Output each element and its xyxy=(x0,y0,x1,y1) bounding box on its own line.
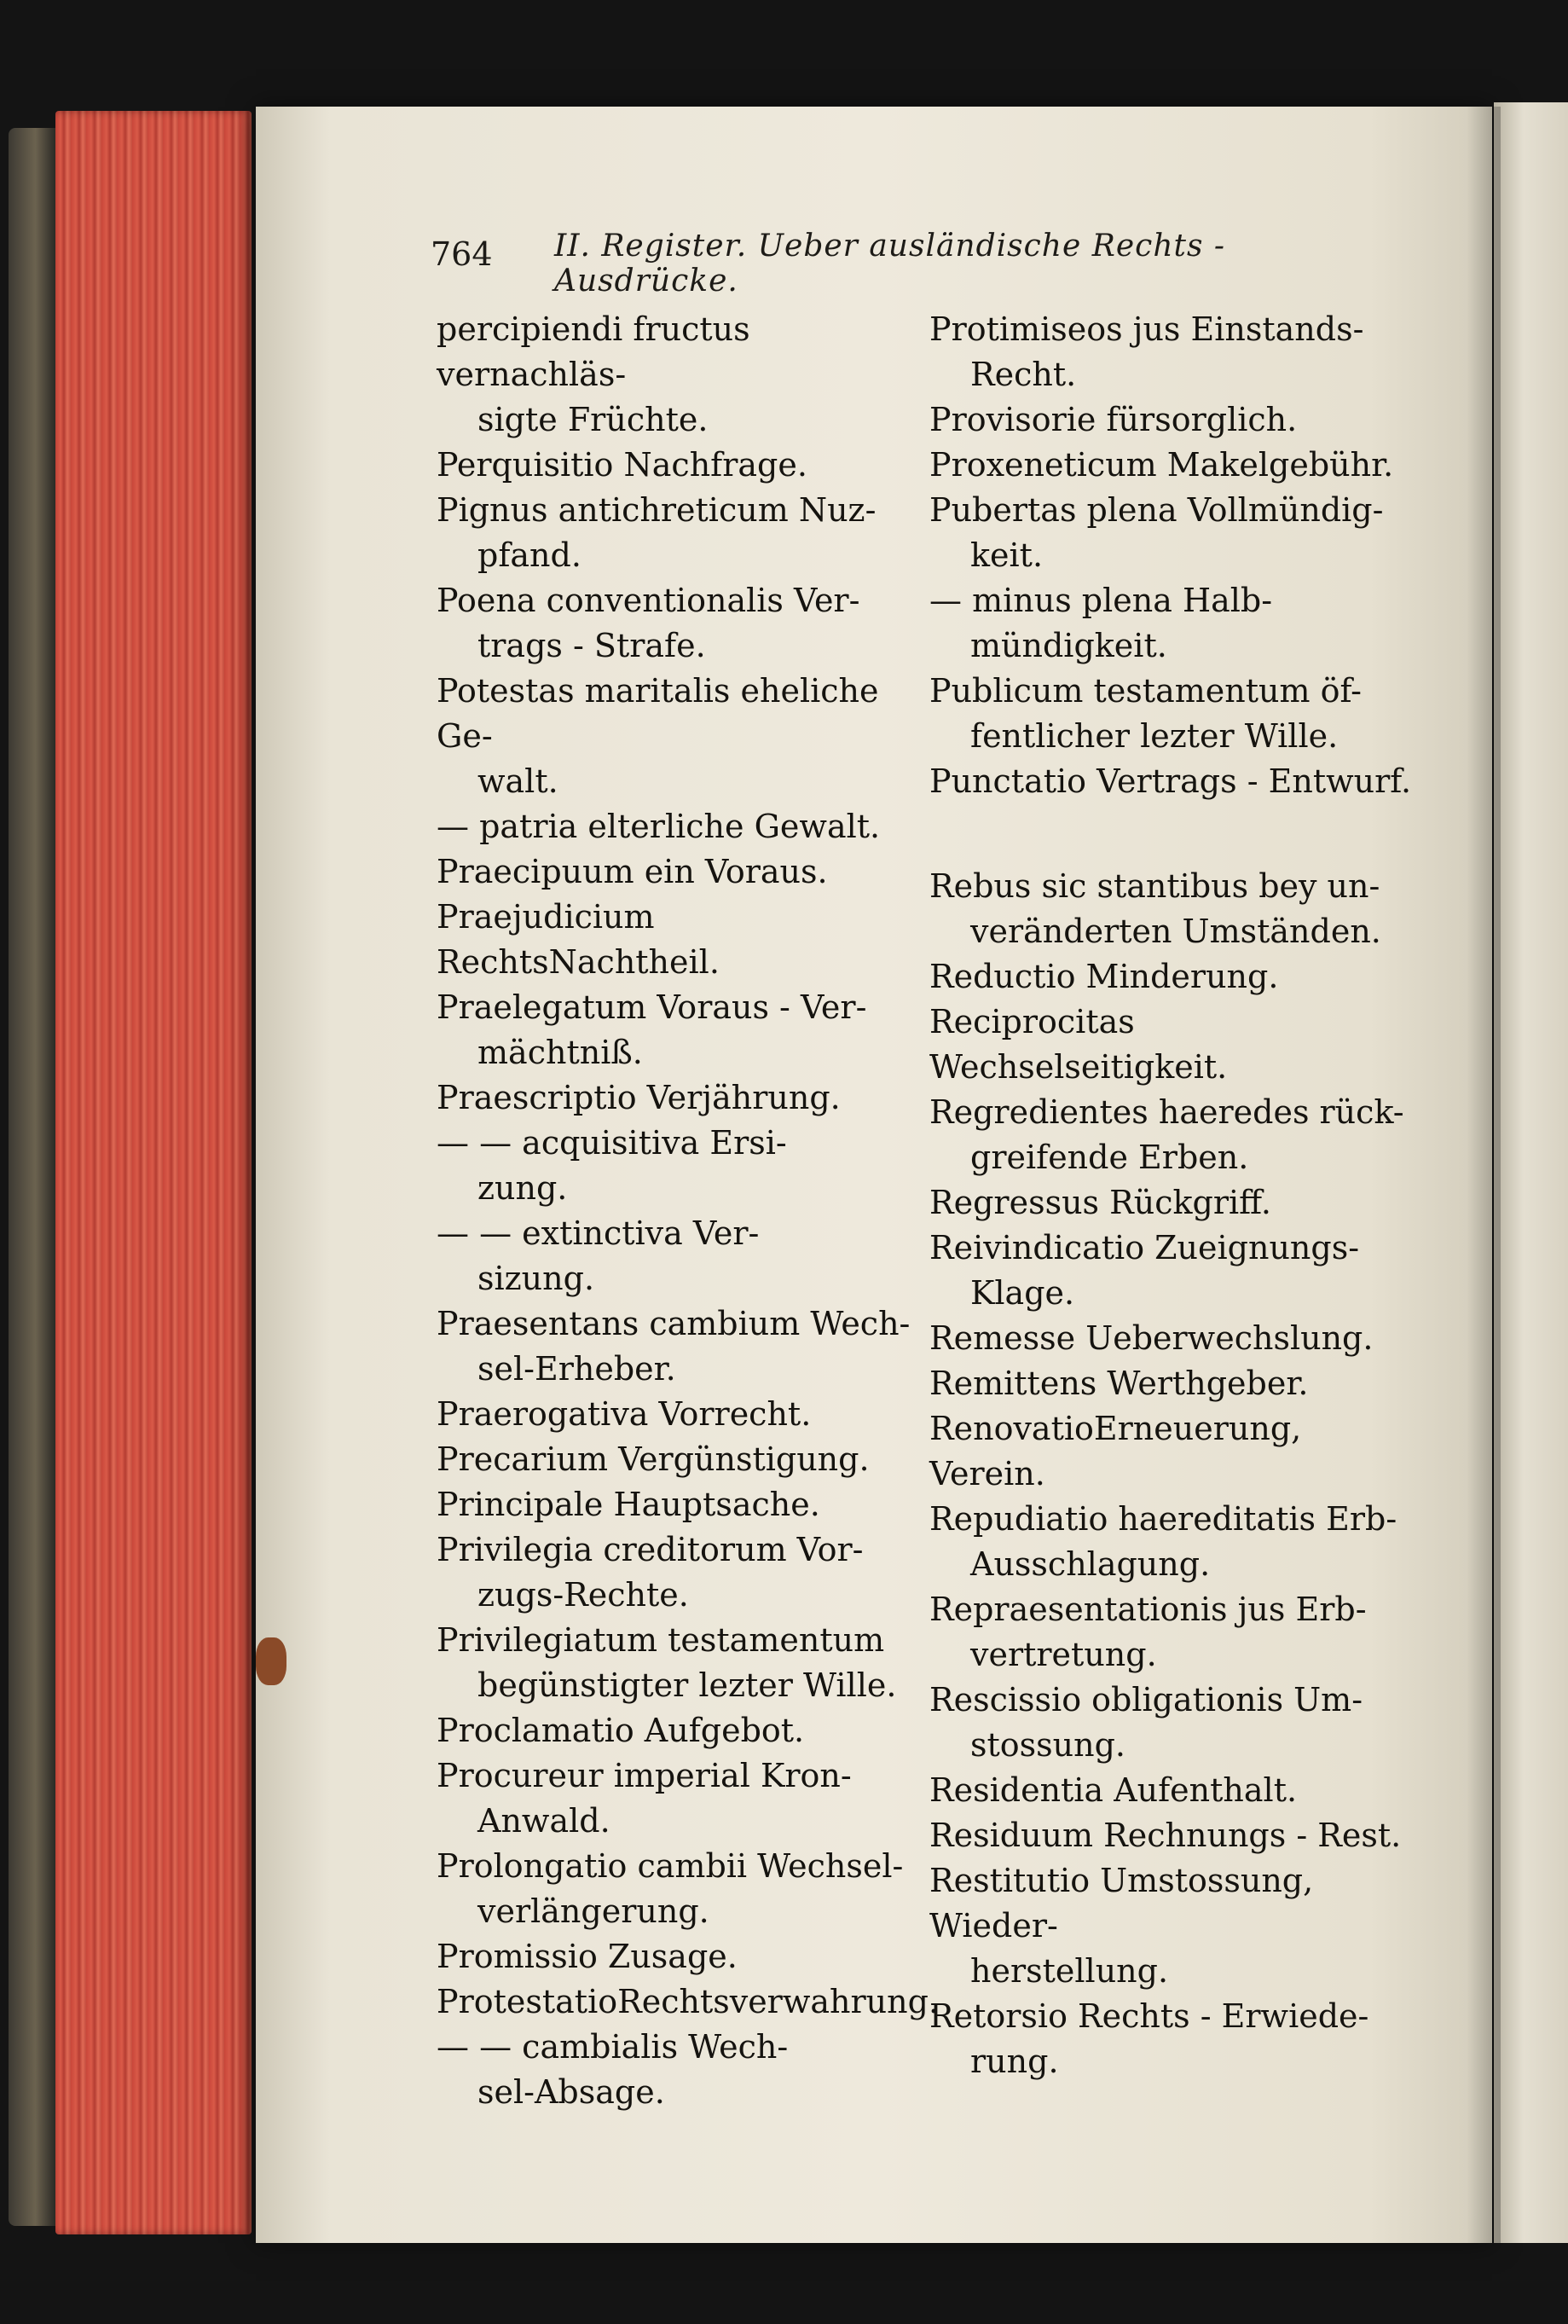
section-gap xyxy=(929,804,1415,864)
right-column xyxy=(929,307,1415,2084)
glossary-entry xyxy=(929,1361,1415,1406)
glossary-entry xyxy=(437,1934,923,1979)
entry-continuation: mündigkeit. xyxy=(970,627,1167,664)
entry-term: — patria elterliche Gewalt. xyxy=(437,808,881,845)
entry-term: Rebus sic stantibus bey un- xyxy=(929,867,1380,905)
glossary-entry xyxy=(437,1753,923,1844)
entry-term: Pignus antichreticum Nuz- xyxy=(437,491,877,529)
entry-term: Repudiatio haereditatis Erb- xyxy=(929,1500,1397,1538)
entry-term: Publicum testamentum öf- xyxy=(929,672,1363,710)
glossary-entry xyxy=(437,307,923,443)
entry-term: — — cambialis Wech- xyxy=(437,2028,789,2066)
entry-continuation: sel-Absage. xyxy=(477,2073,665,2111)
glossary-entry xyxy=(929,1678,1415,1768)
entry-term: Reductio Minderung. xyxy=(929,958,1279,995)
entry-term: ProtestatioRechtsverwahrung. xyxy=(437,1983,940,2020)
entry-continuation: fentlicher lezter Wille. xyxy=(970,717,1339,755)
glossary-entry xyxy=(437,1618,923,1708)
entry-continuation: herstellung. xyxy=(970,1952,1169,1990)
entry-term: Promissio Zusage. xyxy=(437,1938,738,1975)
glossary-entry xyxy=(437,1844,923,1934)
glossary-entry xyxy=(437,1708,923,1753)
entry-term: Remesse Ueberwechslung. xyxy=(929,1319,1374,1357)
page-stain xyxy=(256,1637,286,1685)
entry-term: Procureur imperial Kron- xyxy=(437,1757,852,1794)
entry-term: Proxeneticum Makelgebühr. xyxy=(929,446,1394,484)
entry-term: Perquisitio Nachfrage. xyxy=(437,446,807,484)
entry-term: Remittens Werthgeber. xyxy=(929,1365,1309,1402)
glossary-entry xyxy=(929,1090,1415,1180)
glossary-entry xyxy=(437,1437,923,1482)
glossary-entry xyxy=(437,1979,940,2025)
entry-continuation: zugs-Rechte. xyxy=(477,1576,689,1614)
glossary-entry xyxy=(437,804,923,849)
entry-term: Provisorie fürsorglich. xyxy=(929,401,1298,438)
glossary-entry xyxy=(929,488,1415,578)
entry-term: Praecipuum ein Voraus. xyxy=(437,853,828,890)
glossary-entry xyxy=(437,985,923,1075)
entry-term: Residentia Aufenthalt. xyxy=(929,1771,1298,1809)
entry-continuation: mächtniß. xyxy=(477,1034,643,1071)
glossary-entry xyxy=(437,2025,923,2115)
glossary-entry xyxy=(929,954,1415,1000)
glossary-entry xyxy=(437,1527,923,1618)
facing-page-edge xyxy=(1494,102,1568,2243)
entry-term: Pubertas plena Vollmündig- xyxy=(929,491,1384,529)
entry-term: Praejudicium RechtsNachtheil. xyxy=(437,898,720,981)
glossary-entry xyxy=(929,1813,1415,1858)
glossary-entry xyxy=(929,1316,1415,1361)
glossary-entry xyxy=(929,864,1415,954)
entry-term: Reciprocitas Wechselseitigkeit. xyxy=(929,1003,1228,1086)
entry-continuation: greifende Erben. xyxy=(970,1139,1249,1176)
glossary-entry xyxy=(929,443,1415,488)
glossary-entry xyxy=(437,1392,923,1437)
entry-term: Privilegia creditorum Vor- xyxy=(437,1531,864,1568)
entry-term: Praesentans cambium Wech- xyxy=(437,1305,911,1342)
entry-term: Repraesentationis jus Erb- xyxy=(929,1591,1367,1628)
glossary-entry xyxy=(929,1000,1415,1090)
entry-term: — — acquisitiva Ersi- xyxy=(437,1124,787,1162)
entry-continuation: vertretung. xyxy=(970,1636,1157,1673)
glossary-entry xyxy=(437,895,923,985)
glossary-entry xyxy=(437,1211,923,1301)
entry-term: Protimiseos jus Einstands- xyxy=(929,310,1364,348)
entry-continuation: Anwald. xyxy=(477,1802,610,1840)
glossary-entry xyxy=(437,1075,923,1121)
glossary-entry xyxy=(437,1301,923,1392)
glossary-entry xyxy=(929,1768,1415,1813)
gutter-shadow xyxy=(1467,107,1501,2243)
entry-term: — minus plena Halb- xyxy=(929,582,1273,619)
page-number: 764 xyxy=(431,235,493,273)
glossary-entry xyxy=(437,488,923,578)
entry-continuation: keit. xyxy=(970,536,1044,574)
glossary-entry xyxy=(929,397,1415,443)
entry-continuation: trags - Strafe. xyxy=(477,627,706,664)
entry-term: Principale Hauptsache. xyxy=(437,1486,820,1523)
glossary-entry xyxy=(437,443,923,488)
entry-term: percipiendi fructus vernachläs- xyxy=(437,310,750,393)
glossary-entry xyxy=(929,1226,1415,1316)
running-title: II. Register. Ueber ausländische Rechts - Ausdrücke. xyxy=(554,229,1226,298)
glossary-entry xyxy=(437,578,923,669)
entry-term: Praerogativa Vorrecht. xyxy=(437,1395,812,1433)
entry-term: Residuum Rechnungs - Rest. xyxy=(929,1817,1402,1854)
entry-continuation: verlängerung. xyxy=(477,1892,709,1930)
glossary-entry xyxy=(437,669,923,804)
glossary-entry xyxy=(929,578,1415,669)
entry-continuation: Ausschlagung. xyxy=(970,1545,1211,1583)
entry-term: Reivindicatio Zueignungs- xyxy=(929,1229,1360,1266)
glossary-entry xyxy=(929,307,1415,397)
entry-term: Regredientes haeredes rück- xyxy=(929,1093,1404,1131)
entry-term: Poena conventionalis Ver- xyxy=(437,582,860,619)
entry-term: Praelegatum Voraus - Ver- xyxy=(437,988,867,1026)
running-header xyxy=(431,229,1326,298)
page-edges xyxy=(55,111,252,2234)
entry-continuation: sel-Erheber. xyxy=(477,1350,676,1388)
entry-continuation: pfand. xyxy=(477,536,581,574)
entry-continuation: veränderten Umständen. xyxy=(970,913,1381,950)
entry-continuation: stossung. xyxy=(970,1726,1126,1764)
glossary-entry xyxy=(929,1587,1415,1678)
entry-continuation: rung. xyxy=(970,2043,1059,2080)
entry-continuation: walt. xyxy=(477,762,558,800)
glossary-entry xyxy=(929,669,1415,759)
glossary-entry xyxy=(437,1121,923,1211)
entry-term: — — extinctiva Ver- xyxy=(437,1214,760,1252)
glossary-entry xyxy=(929,759,1415,804)
entry-term: Potestas maritalis eheliche Ge- xyxy=(437,672,879,755)
entry-continuation: zung. xyxy=(477,1169,568,1207)
entry-term: Proclamatio Aufgebot. xyxy=(437,1712,805,1749)
glossary-entry xyxy=(929,1497,1415,1587)
entry-continuation: Klage. xyxy=(970,1274,1075,1312)
entry-term: Regressus Rückgriff. xyxy=(929,1184,1271,1221)
glossary-entry xyxy=(929,1406,1415,1497)
glossary-entry xyxy=(437,849,923,895)
glossary-entry xyxy=(929,1180,1415,1226)
glossary-entry xyxy=(929,1858,1415,1994)
entry-term: Punctatio Vertrags - Entwurf. xyxy=(929,762,1412,800)
entry-continuation: sizung. xyxy=(477,1260,595,1297)
glossary-entry xyxy=(437,1482,923,1527)
entry-term: Restitutio Umstossung, Wieder- xyxy=(929,1862,1314,1944)
entry-term: Retorsio Rechts - Erwiede- xyxy=(929,1997,1369,2035)
entry-term: RenovatioErneuerung, Verein. xyxy=(929,1410,1302,1492)
glossary-entry xyxy=(929,1994,1415,2084)
entry-term: Precarium Vergünstigung. xyxy=(437,1440,870,1478)
entry-term: Praescriptio Verjährung. xyxy=(437,1079,841,1116)
entry-term: Privilegiatum testamentum xyxy=(437,1621,885,1659)
entry-term: Rescissio obligationis Um- xyxy=(929,1681,1363,1718)
entry-term: Prolongatio cambii Wechsel- xyxy=(437,1847,904,1885)
entry-continuation: Recht. xyxy=(970,356,1077,393)
left-column xyxy=(437,307,940,2115)
entry-continuation: begünstigter lezter Wille. xyxy=(477,1666,897,1704)
entry-continuation: sigte Früchte. xyxy=(477,401,709,438)
